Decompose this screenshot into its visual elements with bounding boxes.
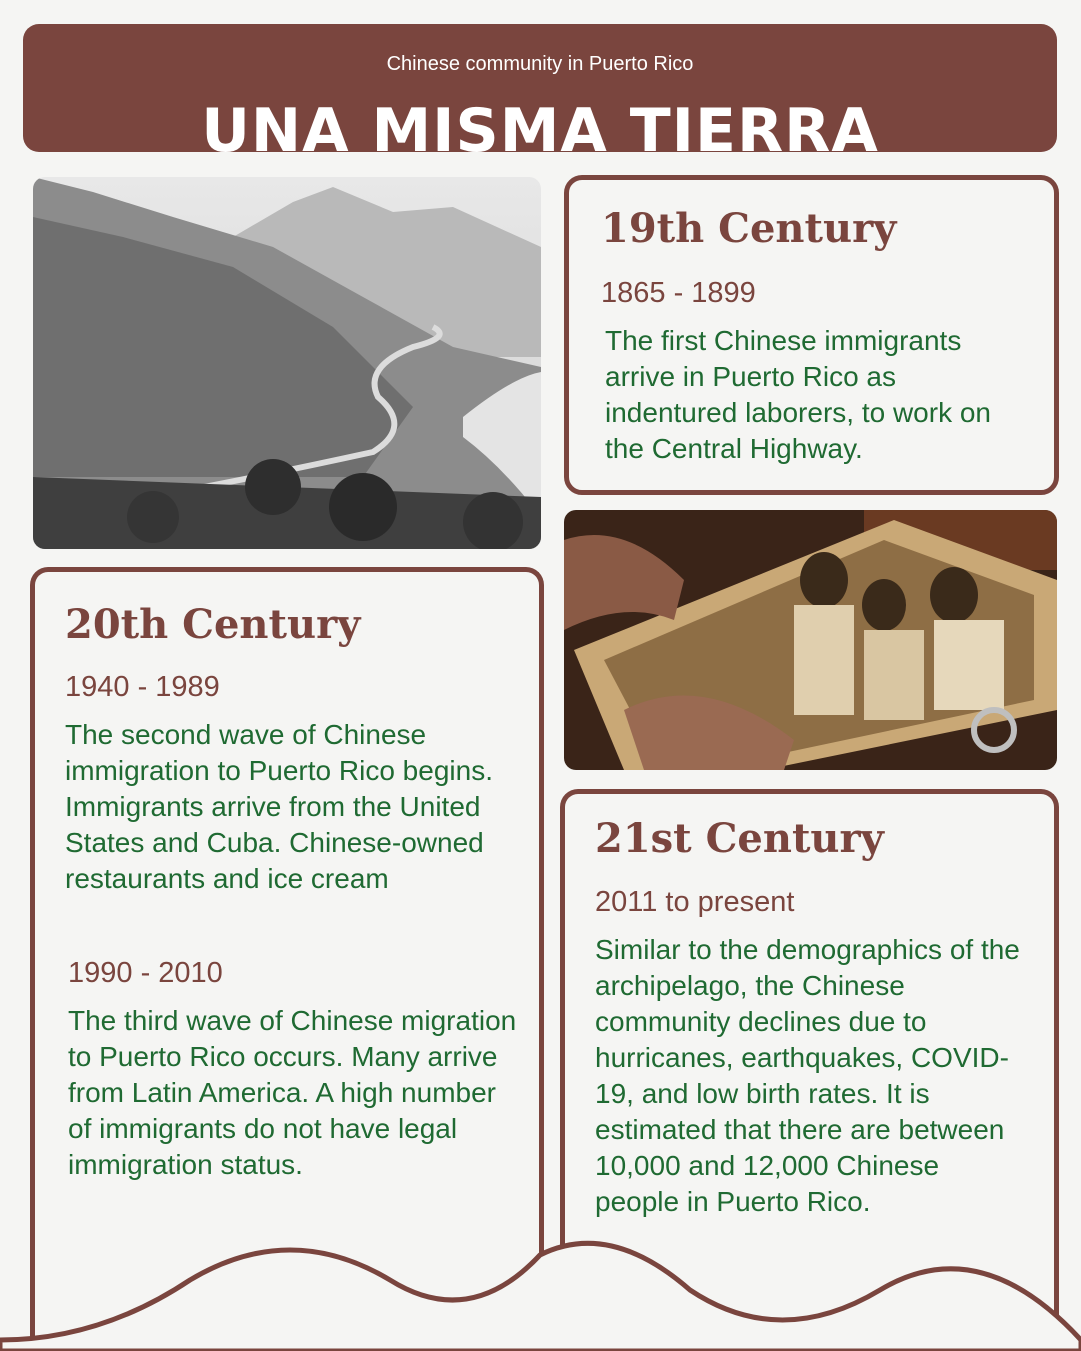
section-text: The second wave of Chinese immigration to Puerto Rico begins. Immigrants arrive from the United States and Cuba. Chinese-owned restaurants and ice cream bbox=[65, 719, 493, 894]
section-title: 21st Century bbox=[595, 815, 884, 862]
section-period: 1940 - 1989 bbox=[65, 671, 220, 703]
landscape-photo bbox=[33, 177, 541, 549]
section-text: The third wave of Chinese migration to Puerto Rico occurs. Many arrive from Latin America. A high number of immigrants do not have legal immigration status. bbox=[68, 1005, 517, 1180]
section-period: 1990 - 2010 bbox=[68, 957, 223, 989]
header-banner bbox=[23, 24, 1057, 166]
page-title: UNA MISMA TIERRA bbox=[201, 96, 879, 166]
section-period: 2011 to present bbox=[595, 886, 795, 918]
decorative-wave bbox=[0, 1230, 1081, 1351]
section-text: The first Chinese immigrants arrive in Puerto Rico as indentured laborers, to work on the Central Highway. bbox=[605, 325, 991, 464]
header-subtitle: Chinese community in Puerto Rico bbox=[386, 53, 694, 75]
section-period: 1865 - 1899 bbox=[601, 277, 756, 309]
card-19th-century bbox=[564, 175, 1059, 495]
section-text: Similar to the demographics of the archipelago, the Chinese community declines due to hurricanes, earthquakes, COVID-19, and low birth rates. It is estimated that there are between 10,000 and 12,000 Chinese people in Puerto Rico. bbox=[595, 934, 1020, 1217]
album-photo bbox=[564, 510, 1057, 770]
section-title: 19th Century bbox=[601, 205, 897, 252]
section-title: 20th Century bbox=[65, 601, 361, 648]
